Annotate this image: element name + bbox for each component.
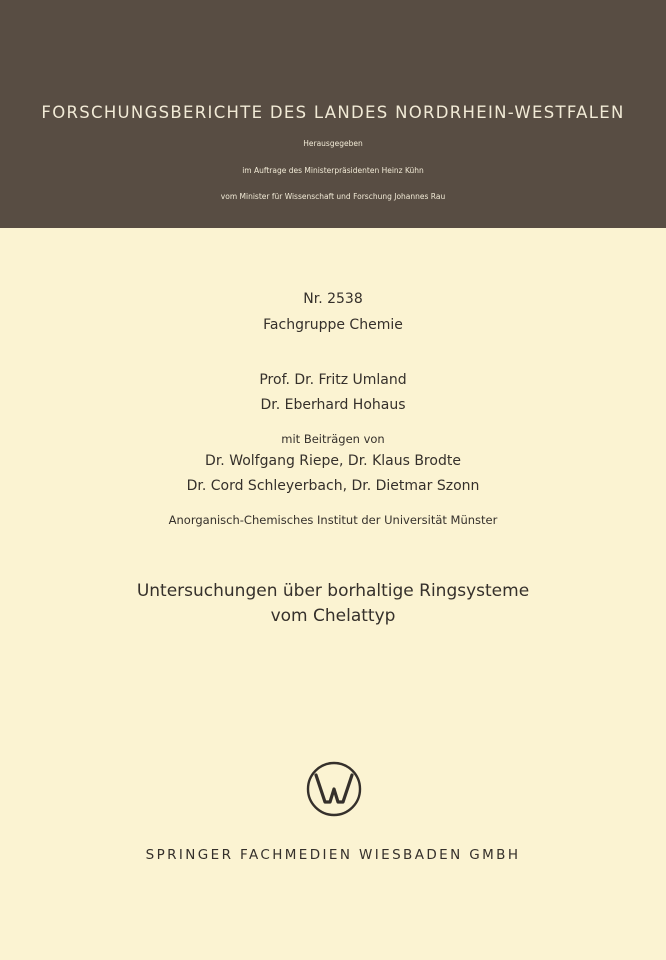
editor-line-herausgegeben: Herausgegeben: [303, 139, 363, 148]
series-title: FORSCHUNGSBERICHTE DES LANDES NORDRHEIN-WESTFALEN: [41, 103, 625, 122]
editor-line-minister: vom Minister für Wissenschaft und Forschung Johannes Rau: [220, 192, 446, 201]
contributors-line-2: Dr. Cord Schleyerbach, Dr. Dietmar Szonn: [186, 478, 480, 494]
contributions-intro: mit Beiträgen von: [281, 432, 385, 446]
publisher-name: SPRINGER FACHMEDIEN WIESBADEN GMBH: [145, 847, 521, 863]
author-1: Prof. Dr. Fritz Umland: [259, 372, 407, 388]
institute: Anorganisch-Chemisches Institut der Universität Münster: [168, 513, 498, 527]
contributors-line-1: Dr. Wolfgang Riepe, Dr. Klaus Brodte: [205, 453, 461, 469]
subject-group: Fachgruppe Chemie: [263, 317, 403, 333]
author-2: Dr. Eberhard Hohaus: [260, 397, 406, 413]
publisher-w-logo-icon: [306, 761, 362, 817]
book-title-line-1: Untersuchungen über borhaltige Ringsysteme: [136, 581, 530, 601]
book-title-line-2: vom Chelattyp: [270, 606, 396, 626]
report-number: Nr. 2538: [303, 291, 363, 307]
series-header-band: [0, 0, 666, 228]
editor-line-ministerpraesident: im Auftrage des Ministerpräsidenten Heinz Kühn: [242, 166, 424, 175]
